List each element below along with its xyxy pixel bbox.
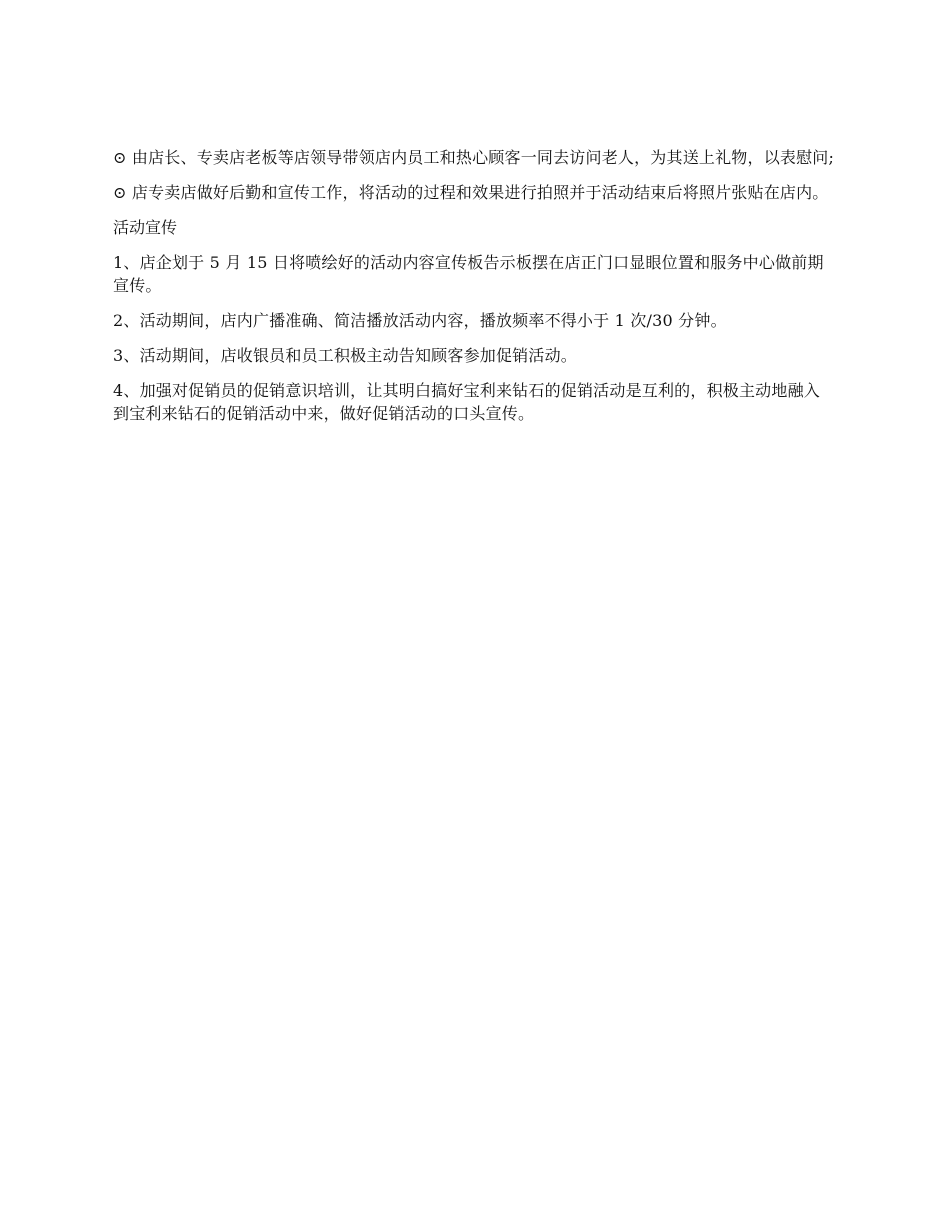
bullet-paragraph-logistics: ⊙ 店专卖店做好后勤和宣传工作，将活动的过程和效果进行拍照并于活动结束后将照片张贴在店内。 — [113, 183, 829, 202]
document-body — [113, 146, 835, 437]
bullet-paragraph-visit-elderly: ⊙ 由店长、专卖店老板等店领导带领店内员工和热心顾客一同去访问老人，为其送上礼物，以表慰问; — [113, 148, 835, 167]
section-heading-promotion: 活动宣传 — [113, 218, 178, 237]
promotion-item-4: 4、加强对促销员的促销意识培训，让其明白搞好宝利来钻石的促销活动是互利的，积极主动地融入到宝利来钻石的促销活动中来，做好促销活动的口头宣传。 — [113, 381, 820, 423]
promotion-item-1: 1、店企划于 5 月 15 日将喷绘好的活动内容宣传板告示板摆在店正门口显眼位置和服务中心做前期宣传。 — [113, 253, 824, 295]
promotion-item-2: 2、活动期间，店内广播准确、简洁播放活动内容，播放频率不得小于 1 次/30 分钟。 — [113, 311, 727, 330]
promotion-item-3: 3、活动期间，店收银员和员工积极主动告知顾客参加促销活动。 — [113, 346, 577, 365]
